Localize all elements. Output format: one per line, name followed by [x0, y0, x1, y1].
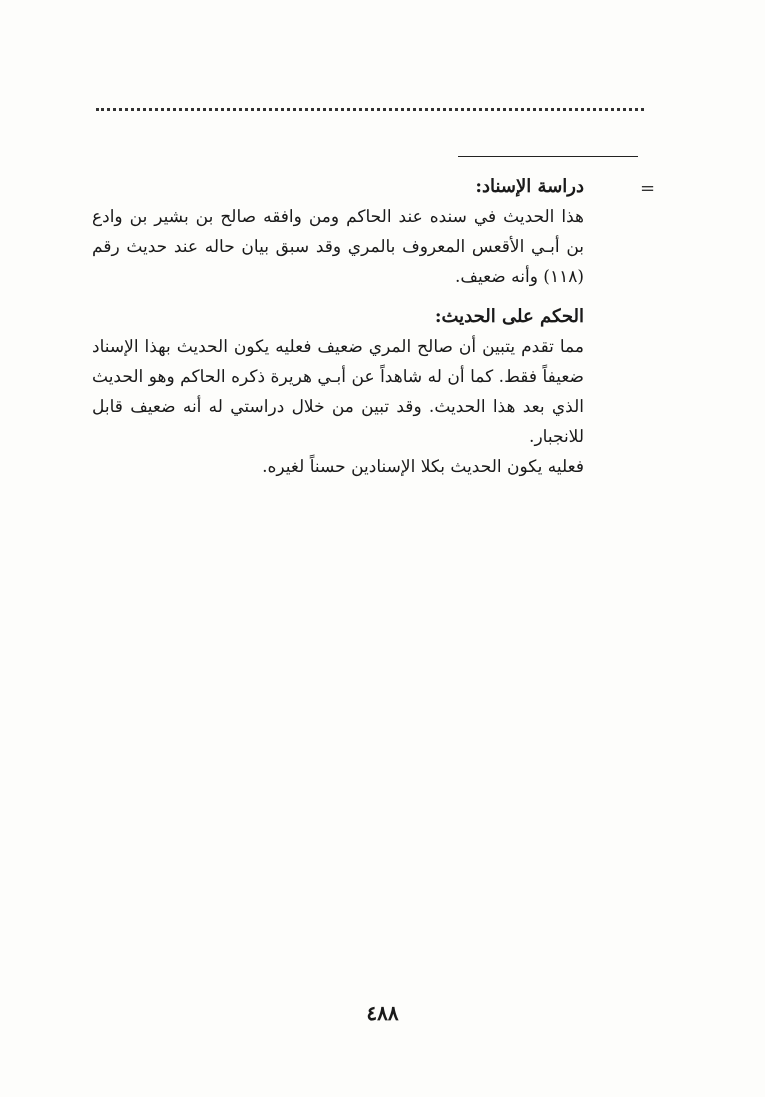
- section-hadith-ruling: [92, 302, 584, 482]
- section-heading: الحكم على الحديث:: [434, 306, 584, 327]
- dotted-separator: [96, 108, 644, 111]
- footnote-rule: [458, 156, 638, 157]
- paragraph: مما تقدم يتبين أن صالح المري ضعيف فعليه يكون الحديث بهذا الإسناد ضعيفاً فقط. كما أن له شاهداً عن أبـي هريرة ذكره الحاكم وهو الحديث الذي بعد هذا الحديث. وقد تبين من خلال دراستي له أنه ضعيف قابل للانجبار.: [92, 337, 584, 447]
- page-number: ٤٨٨: [366, 1001, 399, 1025]
- paragraph: هذا الحديث في سنده عند الحاكم ومن وافقه صالح بن بشير بن وادع بن أبـي الأقعس المعروف بالمري وقد سبق بيان حاله عند حديث رقم (١١٨) وأنه ضعيف.: [92, 207, 584, 287]
- paragraph: فعليه يكون الحديث بكلا الإسنادين حسناً لغيره.: [262, 457, 584, 477]
- section-isnad-study: [92, 172, 584, 292]
- continuation-mark: =: [640, 178, 656, 199]
- section-heading: دراسة الإسناد:: [475, 176, 584, 197]
- page-body: [92, 172, 584, 492]
